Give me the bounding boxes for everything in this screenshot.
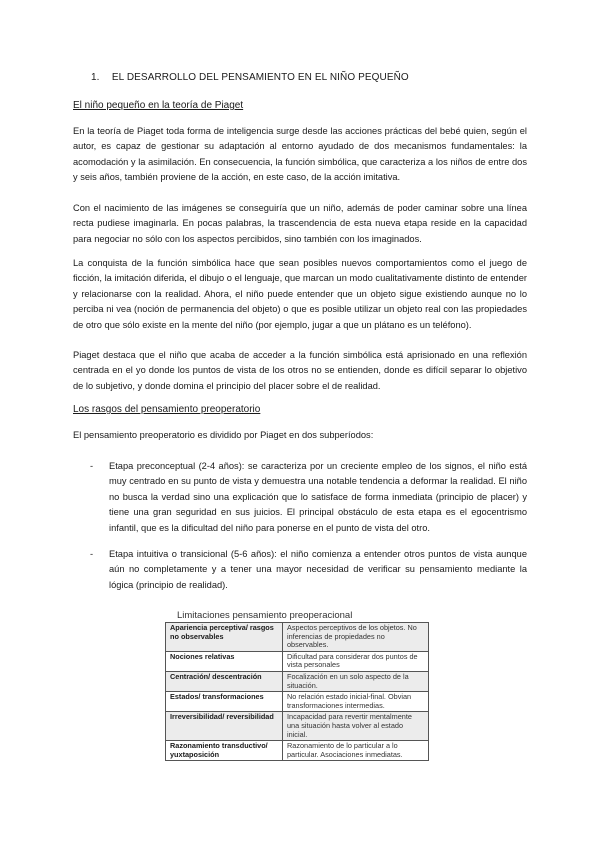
table-key: Razonamiento transductivo/ yuxtaposición xyxy=(166,741,283,761)
table-value: Dificultad para considerar dos puntos de vista personales xyxy=(283,651,429,671)
bullet-text: Etapa preconceptual (2-4 años): se caracteriza por un creciente empleo de los signos, el niño está muy centrado en su punto de vista y demuestra una notable tendencia a deformar la realidad. El niño no busca la verdad sino una explicación que lo satisface de forma inmediata (principio de placer) y tiene una gran seguridad en sus juicios. El principal obstáculo de esta etapa es el egocentrismo infantil, que es la dificultad del niño para ponerse en el punto de vista del otro. xyxy=(109,461,527,533)
heading-title: EL DESARROLLO DEL PENSAMIENTO EN EL NIÑO PEQUEÑO xyxy=(111,72,409,83)
bullet-text: Etapa intuitiva o transicional (5-6 años): el niño comienza a entender otros puntos de vista aunque aún no completamente y a tener una mayor necesidad de verificar su pensamiento mediante la lógica (principio de realidad). xyxy=(109,549,527,590)
table-row xyxy=(166,623,429,652)
paragraph: Con el nacimiento de las imágenes se conseguiría que un niño, además de poder caminar sobre una línea recta pudiese imaginarla. En pocas palabras, la trascendencia de esta nueva etapa reside en la capacidad para negociar no sólo con los aspectos percibidos, sino también con los imaginados. xyxy=(73,203,527,244)
table-value: No relación estado inicial-final. Obvian transformaciones intermedias. xyxy=(283,692,429,712)
paragraph: En la teoría de Piaget toda forma de inteligencia surge desde las acciones prácticas del bebé quien, según el autor, es capaz de gestionar su adaptación al entorno ayudado de dos mecanismos fundamentales: la acomodación y la asimilación. En consecuencia, la función simbólica, que caracteriza a los niños de entre dos y seis años, también proviene de la acción, en este caso, de la acción imitativa. xyxy=(73,126,527,183)
paragraph: Piaget destaca que el niño que acaba de acceder a la función simbólica está aprisionado en una reflexión centrada en el yo donde los puntos de vista de los otros no se entienden, donde es difícil separar lo objetivo de lo subjetivo, y donde domina el principio del placer sobre el de realidad. xyxy=(73,350,527,391)
table-value: Razonamiento de lo particular a lo particular. Asociaciones inmediatas. xyxy=(283,741,429,761)
table-title: Limitaciones pensamiento preoperacional xyxy=(177,610,353,621)
table-value: Focalización en un solo aspecto de la situación. xyxy=(283,671,429,691)
table-key: Centración/ descentración xyxy=(166,671,283,691)
table-key: Irreversibilidad/ reversibilidad xyxy=(166,712,283,741)
paragraph: La conquista de la función simbólica hace que sean posibles nuevos comportamientos como el juego de ficción, la imitación diferida, el dibujo o el lenguaje, que marcan un modo cualitativamente distinto de entender y relacionarse con la realidad. Ahora, el niño puede entender que un objeto sigue existiendo aunque no lo perciba ni vea (noción de permanencia del objeto) o que es posible utilizar un objeto real con las propiedades de otro que sólo existe en la mente del niño (por ejemplo, jugar a que un plátano es un teléfono). xyxy=(73,258,527,330)
table-value: Aspectos perceptivos de los objetos. No inferencias de propiedades no observables. xyxy=(283,623,429,652)
table-row xyxy=(166,671,429,691)
heading-number: 1. xyxy=(91,72,100,83)
table-row xyxy=(166,712,429,741)
section-intro: El pensamiento preoperatorio es dividido por Piaget en dos subperíodos: xyxy=(73,430,374,440)
table-row xyxy=(166,741,429,761)
bullet-marker: - xyxy=(90,461,94,471)
limitations-table xyxy=(165,622,429,761)
bullet-marker: - xyxy=(90,549,94,559)
section-title-piaget: El niño pequeño en la teoría de Piaget xyxy=(73,100,244,111)
table-key: Estados/ transformaciones xyxy=(166,692,283,712)
table-row xyxy=(166,651,429,671)
table-key: Nociones relativas xyxy=(166,651,283,671)
section-title-preoperatorio: Los rasgos del pensamiento preoperatorio xyxy=(73,404,261,415)
main-heading xyxy=(91,72,409,83)
table-row xyxy=(166,692,429,712)
table-key: Apariencia perceptiva/ rasgos no observables xyxy=(166,623,283,652)
table-value: Incapacidad para revertir mentalmente una situación hasta volver al estado inicial. xyxy=(283,712,429,741)
